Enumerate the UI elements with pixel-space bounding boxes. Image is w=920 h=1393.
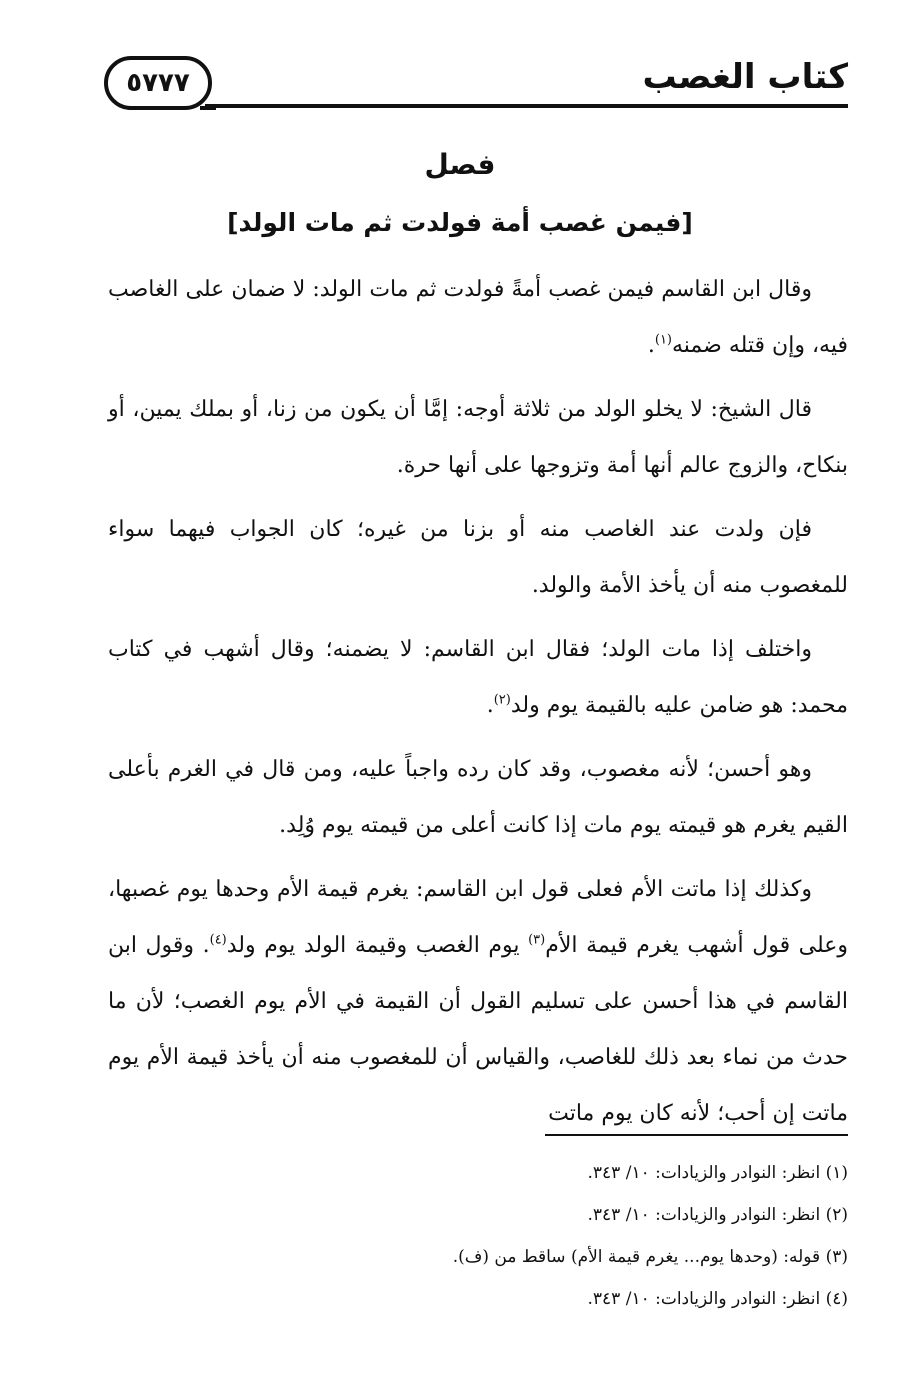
running-title: كتاب الغصب: [642, 57, 848, 97]
paragraph-text: . وقول ابن القاسم في هذا أحسن على تسليم القول أن القيمة في الأم يوم الغصب؛ لأن ما حدث من نماء بعد ذلك للغاصب، والقياس أن للمغصوب منه أن يأخذ قيمة الأم يوم ماتت إن أحب؛ لأنه كان يوم ماتت: [108, 933, 848, 1126]
paragraph-text: وكذلك إذا ماتت الأم فعلى قول ابن القاسم: يغرم قيمة الأم وحدها يوم غصبها، وعلى قول أشهب يغرم قيمة الأم: [108, 877, 849, 958]
paragraph-text: قال الشيخ: لا يخلو الولد من ثلاثة أوجه: إمَّا أن يكون من زنا، أو بملك يمين، أو بنكاح، والزوج عالم أنها أمة وتزوجها على أنها حرة.: [108, 397, 848, 478]
paragraph-tail: .: [647, 333, 655, 358]
footnote-separator: [545, 1134, 848, 1136]
footnote-ref-4: (٤): [209, 932, 227, 948]
footnote-ref-1: (١): [654, 332, 672, 348]
page-number-badge: [104, 56, 212, 110]
header-rule: [205, 104, 848, 108]
paragraph-text: فإن ولدت عند الغاصب منه أو بزنا من غيره؛ كان الجواب فيهما سواء للمغصوب منه أن يأخذ الأمة والولد.: [108, 517, 848, 598]
badge-tail: [200, 106, 216, 110]
paragraph-text: يوم الغصب وقيمة الولد يوم ولد: [226, 933, 529, 958]
footnote-4: (٤) انظر: النوادر والزيادات: ١٠/ ٣٤٣.: [587, 1289, 848, 1309]
footnote-3: (٣) قوله: (وحدها يوم... يغرم قيمة الأم) ساقط من (ف).: [452, 1247, 848, 1267]
footnote-1: (١) انظر: النوادر والزيادات: ١٠/ ٣٤٣.: [587, 1163, 848, 1183]
section-title: فصل: [424, 148, 496, 181]
footnote-ref-2: (٢): [493, 692, 511, 708]
paragraph-1: [108, 262, 848, 374]
footnote-ref-3: (٣): [528, 932, 546, 948]
paragraph-5: [108, 742, 848, 854]
paragraph-6: [108, 862, 848, 1142]
body-text: [108, 262, 848, 1150]
footnotes: [108, 1152, 848, 1320]
paragraph-tail: .: [486, 693, 494, 718]
page-number: ٥٧٧٧: [126, 68, 190, 98]
paragraph-4: [108, 622, 848, 734]
paragraph-text: واختلف إذا مات الولد؛ فقال ابن القاسم: لا يضمنه؛ وقال أشهب في كتاب محمد: هو ضامن عليه بالقيمة يوم ولد: [108, 637, 848, 718]
paragraph-text: وقال ابن القاسم فيمن غصب أمةً فولدت ثم مات الولد: لا ضمان على الغاصب فيه، وإن قتله ضمنه: [108, 277, 848, 358]
section-subtitle: [فيمن غصب أمة فولدت ثم مات الولد]: [227, 208, 693, 237]
paragraph-text: وهو أحسن؛ لأنه مغصوب، وقد كان رده واجباً عليه، ومن قال في الغرم بأعلى القيم يغرم هو قيمته يوم مات إذا كانت أعلى من قيمته يوم وُلِد.: [108, 757, 848, 838]
paragraph-2: [108, 382, 848, 494]
footnote-2: (٢) انظر: النوادر والزيادات: ١٠/ ٣٤٣.: [587, 1205, 848, 1225]
paragraph-3: [108, 502, 848, 614]
